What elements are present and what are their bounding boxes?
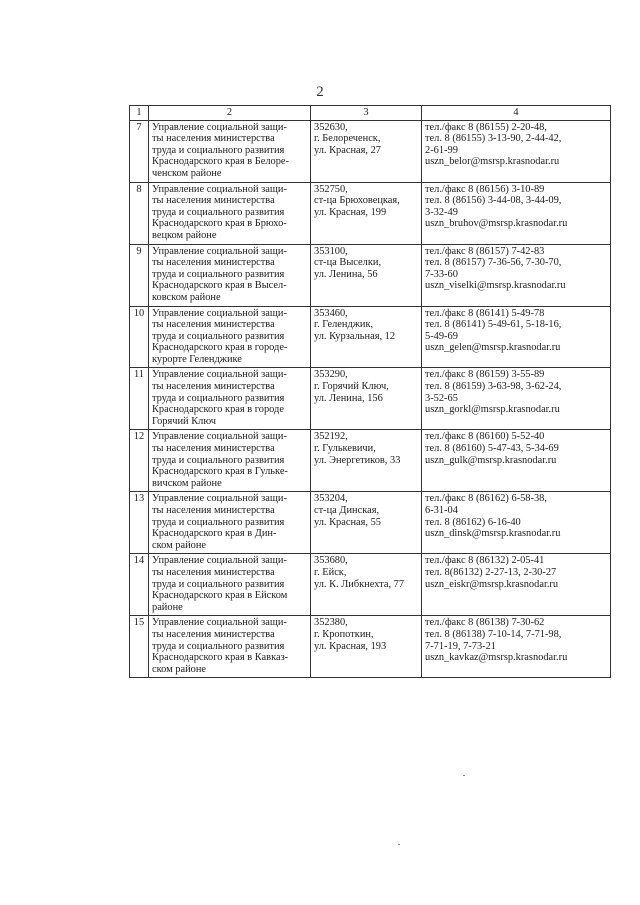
office-name-line: труда и социального развития	[152, 268, 285, 280]
contacts-line: 7-71-19, 7-73-21	[425, 640, 496, 652]
contacts-line: 6-31-04	[425, 505, 458, 516]
address-line: г. Кропоткин,	[314, 628, 374, 640]
office-name-line: Управление социальной защи-	[152, 555, 287, 567]
address-line: ул. К. Либкнехта, 77	[314, 578, 405, 590]
office-name-line: ты населения министерства	[152, 566, 275, 578]
contacts-cell	[422, 616, 611, 678]
address-line: г. Горячий Ключ,	[314, 381, 389, 393]
office-name-cell	[149, 244, 311, 306]
address-line: 353290,	[314, 369, 348, 381]
office-name-cell	[149, 430, 311, 492]
office-name-line: труда и социального развития	[152, 144, 285, 156]
office-name-line: труда и социального развития	[152, 516, 285, 528]
column-header: 2	[149, 106, 311, 121]
office-name-line: ты населения министерства	[152, 381, 275, 393]
contacts-line: uszn_gelen@msrsp.krasnodar.ru	[425, 342, 561, 354]
office-name-line: ковском районе	[152, 291, 221, 303]
address-line: ул. Красная, 199	[314, 206, 387, 218]
address-cell	[311, 306, 422, 368]
address-line: г. Белореченск,	[314, 133, 381, 145]
office-name-line: Краснодарского края в Белоре-	[152, 156, 289, 168]
office-name-line: вецком районе	[152, 229, 217, 241]
office-name-line: труда и социального развития	[152, 206, 285, 218]
office-name-line: ском районе	[152, 539, 207, 551]
office-name-line: Управление социальной защи-	[152, 183, 287, 195]
office-name-line: вичском районе	[152, 477, 222, 489]
office-name-line: ты населения министерства	[152, 505, 275, 516]
office-name-cell	[149, 306, 311, 368]
address-line: 352380,	[314, 617, 348, 629]
address-line: 353460,	[314, 307, 348, 319]
contacts-line: тел./факс 8 (86159) 3-55-89	[425, 369, 545, 381]
address-cell	[311, 244, 422, 306]
address-line: 352630,	[314, 121, 348, 133]
address-line: г. Гулькевичи,	[314, 443, 376, 455]
contacts-cell	[422, 120, 611, 182]
office-name-cell	[149, 554, 311, 616]
office-name-cell	[149, 616, 311, 678]
table-row	[130, 368, 611, 430]
contacts-line: тел. 8 (86157) 7-36-56, 7-30-70,	[425, 257, 562, 269]
row-number: 15	[130, 616, 149, 678]
contacts-line: тел./факс 8 (86155) 2-20-48,	[425, 121, 547, 133]
contacts-cell	[422, 554, 611, 616]
row-number: 10	[130, 306, 149, 368]
contacts-line: тел. 8 (86159) 3-63-98, 3-62-24,	[425, 381, 562, 393]
address-cell	[311, 430, 422, 492]
row-number: 11	[130, 368, 149, 430]
address-line: г. Ейск,	[314, 566, 347, 578]
address-line: 352750,	[314, 183, 348, 195]
office-name-line: Управление социальной защи-	[152, 307, 287, 319]
office-name-line: Краснодарского края в Высел-	[152, 280, 287, 292]
column-header: 1	[130, 106, 149, 121]
contacts-cell	[422, 368, 611, 430]
table-row	[130, 492, 611, 554]
office-name-line: Краснодарского края в Дин-	[152, 528, 277, 540]
contacts-line: uszn_gorkl@msrsp.krasnodar.ru	[425, 404, 560, 416]
address-line: г. Геленджик,	[314, 319, 374, 331]
contacts-line: тел. 8 (86141) 5-49-61, 5-18-16,	[425, 319, 562, 331]
contacts-line: тел. 8 (86162) 6-16-40	[425, 516, 521, 528]
contacts-line: тел. 8 (86156) 3-44-08, 3-44-09,	[425, 195, 562, 207]
contacts-cell	[422, 430, 611, 492]
table-row	[130, 244, 611, 306]
office-name-line: Краснодарского края в Ейском	[152, 590, 288, 602]
office-name-line: Управление социальной защи-	[152, 431, 287, 443]
address-cell	[311, 182, 422, 244]
office-name-line: курорте Геленджике	[152, 353, 242, 365]
office-name-line: ты населения министерства	[152, 257, 275, 269]
contacts-line: тел./факс 8 (86162) 6-58-38,	[425, 493, 547, 505]
contacts-line: тел./факс 8 (86160) 5-52-40	[425, 431, 545, 443]
office-name-line: ты населения министерства	[152, 133, 275, 145]
page-number: 2	[316, 84, 324, 100]
office-name-cell	[149, 368, 311, 430]
contacts-line: uszn_gulk@msrsp.krasnodar.ru	[425, 454, 557, 466]
address-line: ул. Курзальная, 12	[314, 330, 396, 342]
office-name-line: труда и социального развития	[152, 454, 285, 466]
office-name-line: Краснодарского края в Гульке-	[152, 466, 288, 478]
offices-table	[129, 105, 611, 678]
contacts-line: uszn_bruhov@msrsp.krasnodar.ru	[425, 218, 568, 230]
office-name-line: районе	[152, 601, 183, 613]
address-cell	[311, 368, 422, 430]
office-name-line: ты населения министерства	[152, 195, 275, 207]
address-cell	[311, 492, 422, 554]
address-line: ул. Энергетиков, 33	[314, 454, 401, 466]
address-line: ул. Красная, 55	[314, 516, 382, 528]
address-line: 352192,	[314, 431, 348, 443]
contacts-line: тел. 8 (86155) 3-13-90, 2-44-42,	[425, 133, 562, 145]
row-number: 8	[130, 182, 149, 244]
address-line: ст-ца Выселки,	[314, 257, 382, 269]
scan-speck	[398, 844, 400, 845]
contacts-line: uszn_eiskr@msrsp.krasnodar.ru	[425, 578, 559, 590]
row-number: 9	[130, 244, 149, 306]
office-name-line: Управление социальной защи-	[152, 369, 287, 381]
office-name-cell	[149, 182, 311, 244]
contacts-line: тел./факс 8 (86157) 7-42-83	[425, 245, 545, 257]
address-line: ул. Ленина, 156	[314, 392, 383, 404]
office-name-line: Управление социальной защи-	[152, 617, 287, 629]
address-line: ст-ца Динская,	[314, 505, 380, 516]
table-row	[130, 182, 611, 244]
contacts-line: uszn_viselki@msrsp.krasnodar.ru	[425, 280, 566, 292]
office-name-line: Управление социальной защи-	[152, 493, 287, 505]
address-line: 353680,	[314, 555, 348, 567]
row-number: 12	[130, 430, 149, 492]
office-name-line: ты населения министерства	[152, 628, 275, 640]
address-cell	[311, 616, 422, 678]
address-line: 353100,	[314, 245, 348, 257]
table-body	[130, 120, 611, 678]
contacts-line: uszn_kavkaz@msrsp.krasnodar.ru	[425, 652, 568, 664]
address-line: ул. Красная, 27	[314, 144, 382, 156]
row-number: 7	[130, 120, 149, 182]
address-line: ул. Красная, 193	[314, 640, 387, 652]
contacts-cell	[422, 492, 611, 554]
row-number: 13	[130, 492, 149, 554]
office-name-line: Краснодарского края в Кавказ-	[152, 652, 289, 664]
contacts-cell	[422, 306, 611, 368]
table-row	[130, 306, 611, 368]
office-name-line: труда и социального развития	[152, 330, 285, 342]
office-name-line: ты населения министерства	[152, 319, 275, 331]
contacts-line: тел./факс 8 (86156) 3-10-89	[425, 183, 545, 195]
address-line: 353204,	[314, 493, 348, 505]
scan-speck	[463, 775, 465, 776]
contacts-line: uszn_belor@msrsp.krasnodar.ru	[425, 156, 560, 168]
contacts-line: тел./факс 8 (86138) 7-30-62	[425, 617, 545, 629]
office-name-line: Краснодарского края в Брюхо-	[152, 218, 287, 230]
column-header: 3	[311, 106, 422, 121]
table-row	[130, 554, 611, 616]
contacts-line: 5-49-69	[425, 330, 458, 342]
contacts-cell	[422, 244, 611, 306]
office-name-line: Управление социальной защи-	[152, 245, 287, 257]
office-name-line: ском районе	[152, 663, 207, 675]
office-name-line: труда и социального развития	[152, 578, 285, 590]
contacts-line: 3-32-49	[425, 206, 458, 218]
contacts-line: uszn_dinsk@msrsp.krasnodar.ru	[425, 528, 561, 540]
address-line: ст-ца Брюховецкая,	[314, 195, 400, 207]
office-name-cell	[149, 492, 311, 554]
office-name-line: Краснодарского края в городе	[152, 404, 284, 416]
office-name-line: Горячий Ключ	[152, 415, 216, 427]
address-line: ул. Ленина, 56	[314, 268, 378, 280]
contacts-line: тел./факс 8 (86141) 5-49-78	[425, 307, 545, 319]
contacts-line: тел. 8 (86160) 5-47-43, 5-34-69	[425, 443, 559, 455]
contacts-line: тел. 8 (86138) 7-10-14, 7-71-98,	[425, 628, 562, 640]
contacts-line: тел. 8(86132) 2-27-13, 2-30-27	[425, 566, 557, 578]
office-name-cell	[149, 120, 311, 182]
table-row	[130, 616, 611, 678]
column-header: 4	[422, 106, 611, 121]
office-name-line: Управление социальной защи-	[152, 121, 287, 133]
table-header-row	[130, 106, 611, 121]
address-cell	[311, 554, 422, 616]
row-number: 14	[130, 554, 149, 616]
contacts-line: тел./факс 8 (86132) 2-05-41	[425, 555, 545, 567]
table-row	[130, 120, 611, 182]
contacts-line: 7-33-60	[425, 268, 458, 280]
table-row	[130, 430, 611, 492]
contacts-line: 2-61-99	[425, 144, 458, 156]
office-name-line: ты населения министерства	[152, 443, 275, 455]
office-name-line: труда и социального развития	[152, 640, 285, 652]
contacts-cell	[422, 182, 611, 244]
address-cell	[311, 120, 422, 182]
office-name-line: Краснодарского края в городе-	[152, 342, 288, 354]
office-name-line: труда и социального развития	[152, 392, 285, 404]
contacts-line: 3-52-65	[425, 392, 458, 404]
office-name-line: ченском районе	[152, 167, 222, 179]
